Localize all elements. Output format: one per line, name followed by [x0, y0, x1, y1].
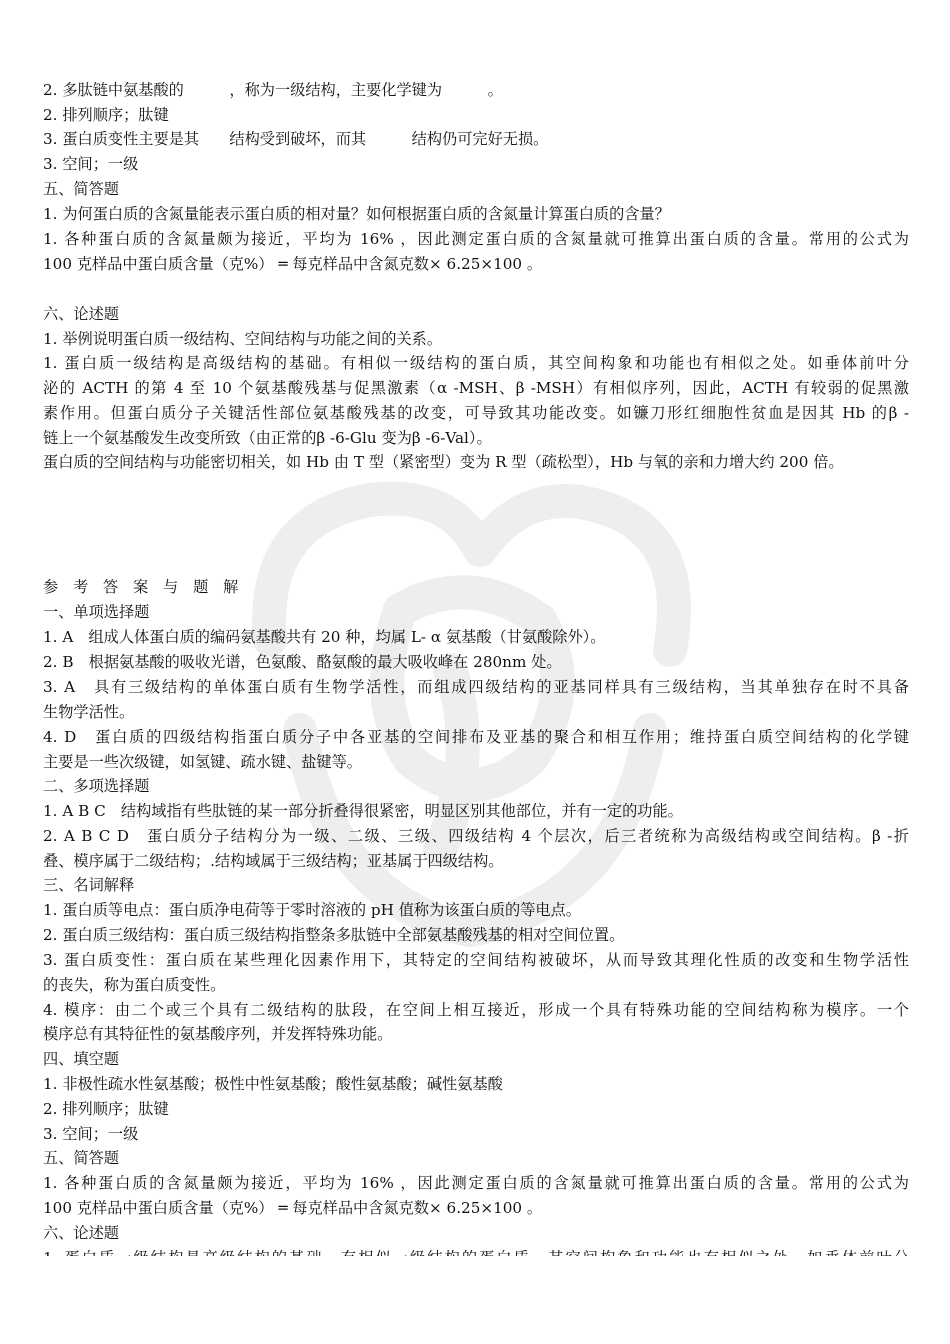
short-answer-question-1: 1. 为何蛋白质的含氮量能表示蛋白质的相对量？如何根据蛋白质的含氮量计算蛋白质的含量？ — [43, 205, 670, 223]
section-heading-short-answer: 五、简答题 — [43, 1149, 119, 1167]
answer-item: 3. 蛋白质变性：蛋白质在某些理化因素作用下，其特定的空间结构被破坏，从而导致其理化性质的改变和生物学活性 — [43, 951, 909, 969]
answer-item: 1. A B C 结构域指有些肽链的某一部分折叠得很紧密，明显区别其他部位，并有一定的功能。 — [43, 802, 683, 820]
answer-item: 1. 蛋白质等电点：蛋白质净电荷等于零时溶液的 pH 值称为该蛋白质的等电点。 — [43, 901, 581, 919]
section-heading-multiple-choice: 二、多项选择题 — [43, 777, 150, 795]
fill-answer-3: 3. 空间；一级 — [43, 155, 139, 173]
fill-answer-2: 2. 排列顺序；肽键 — [43, 106, 169, 124]
answer-item: 2. B 根据氨基酸的吸收光谱，色氨酸、酪氨酸的最大吸收峰在 280nm 处。 — [43, 653, 562, 671]
fill-question-2: 2. 多肽链中氨基酸的 ，称为一级结构，主要化学键为 。 — [43, 81, 503, 99]
answer-item: 100 克样品中蛋白质含量（克%） ═ 每克样品中含氮克数× 6.25×100 。 — [43, 1199, 543, 1217]
section-heading-terms: 三、名词解释 — [43, 876, 135, 894]
answer-item: 主要是一些次级键，如氢键、疏水键、盐键等。 — [43, 753, 362, 771]
short-answer-text-line: 100 克样品中蛋白质含量（克%） ═ 每克样品中含氮克数× 6.25×100 。 — [43, 255, 543, 273]
section-heading-fill-in: 四、填空题 — [43, 1050, 119, 1068]
essay-answer-line: 1. 蛋白质一级结构是高级结构的基础。有相似一级结构的蛋白质，其空间构象和功能也有相似之处。如垂体前叶分 — [43, 354, 909, 372]
answer-item: 3. 空间；一级 — [43, 1125, 139, 1143]
section-heading-essay: 六、论述题 — [43, 1224, 119, 1242]
essay-answer-line: 泌的 ACTH 的第 4 至 10 个氨基酸残基与促黑激素（α -MSH、β -MSH）有相似序列，因此，ACTH 有较弱的促黑激 — [43, 379, 909, 397]
section-heading-single-choice: 一、单项选择题 — [43, 603, 150, 621]
answer-item: 3. A 具有三级结构的单体蛋白质有生物学活性，而组成四级结构的亚基同样具有三级结构，当其单独存在时不具备 — [43, 678, 909, 696]
essay-answer-line: 素作用。但蛋白质分子关键活性部位氨基酸残基的改变，可导致其功能改变。如镰刀形红细胞性贫血是因其 Hb 的β - — [43, 404, 909, 422]
essay-answer-line: 链上一个氨基酸发生改变所致（由正常的β -6-Glu 变为β -6-Val）。 — [43, 429, 492, 447]
answer-item: 1. 非极性疏水性氨基酸；极性中性氨基酸；酸性氨基酸；碱性氨基酸 — [43, 1075, 503, 1093]
answer-key-title: 参 考 答 案 与 题 解 — [43, 578, 244, 596]
answer-item: 生物学活性。 — [43, 703, 135, 721]
essay-answer-line: 蛋白质的空间结构与功能密切相关，如 Hb 由 T 型（紧密型）变为 R 型（疏松型），Hb 与氧的亲和力增大约 200 倍。 — [43, 453, 844, 471]
section-heading-essay: 六、论述题 — [43, 305, 119, 323]
answer-item: 1. A 组成人体蛋白质的编码氨基酸共有 20 种，均属 L- α 氨基酸（甘氨酸除外）。 — [43, 628, 606, 646]
answer-item: 1. 各种蛋白质的含氮量颇为接近，平均为 16% ，因此测定蛋白质的含氮量就可推算出蛋白质的含量。常用的公式为 — [43, 1174, 909, 1192]
answer-item: 的丧失，称为蛋白质变性。 — [43, 976, 226, 994]
answer-item: 叠、模序属于二级结构；.结构域属于三级结构；亚基属于四级结构。 — [43, 852, 504, 870]
answer-item: 2. 蛋白质三级结构：蛋白质三级结构指整条多肽链中全部氨基酸残基的相对空间位置。 — [43, 926, 625, 944]
essay-question-1: 1. 举例说明蛋白质一级结构、空间结构与功能之间的关系。 — [43, 330, 443, 348]
answer-item: 2. 排列顺序；肽键 — [43, 1100, 169, 1118]
answer-item: 模序总有其特征性的氨基酸序列，并发挥特殊功能。 — [43, 1025, 393, 1043]
page-bottom-margin — [0, 1256, 950, 1344]
answer-item: 4. 模序：由二个或三个具有二级结构的肽段，在空间上相互接近，形成一个具有特殊功能的空间结构称为模序。一个 — [43, 1001, 909, 1019]
answer-item: 2. A B C D 蛋白质分子结构分为一级、二级、三级、四级结构 4 个层次，后三者统称为高级结构或空间结构。β -折 — [43, 827, 909, 845]
section-heading-short-answer: 五、简答题 — [43, 180, 119, 198]
short-answer-text-line: 1. 各种蛋白质的含氮量颇为接近，平均为 16% ，因此测定蛋白质的含氮量就可推算出蛋白质的含量。常用的公式为 — [43, 230, 909, 248]
answer-item: 4. D 蛋白质的四级结构指蛋白质分子中各亚基的空间排布及亚基的聚合和相互作用；维持蛋白质空间结构的化学键 — [43, 728, 909, 746]
fill-question-3: 3. 蛋白质变性主要是其 结构受到破坏，而其 结构仍可完好无损。 — [43, 130, 549, 148]
